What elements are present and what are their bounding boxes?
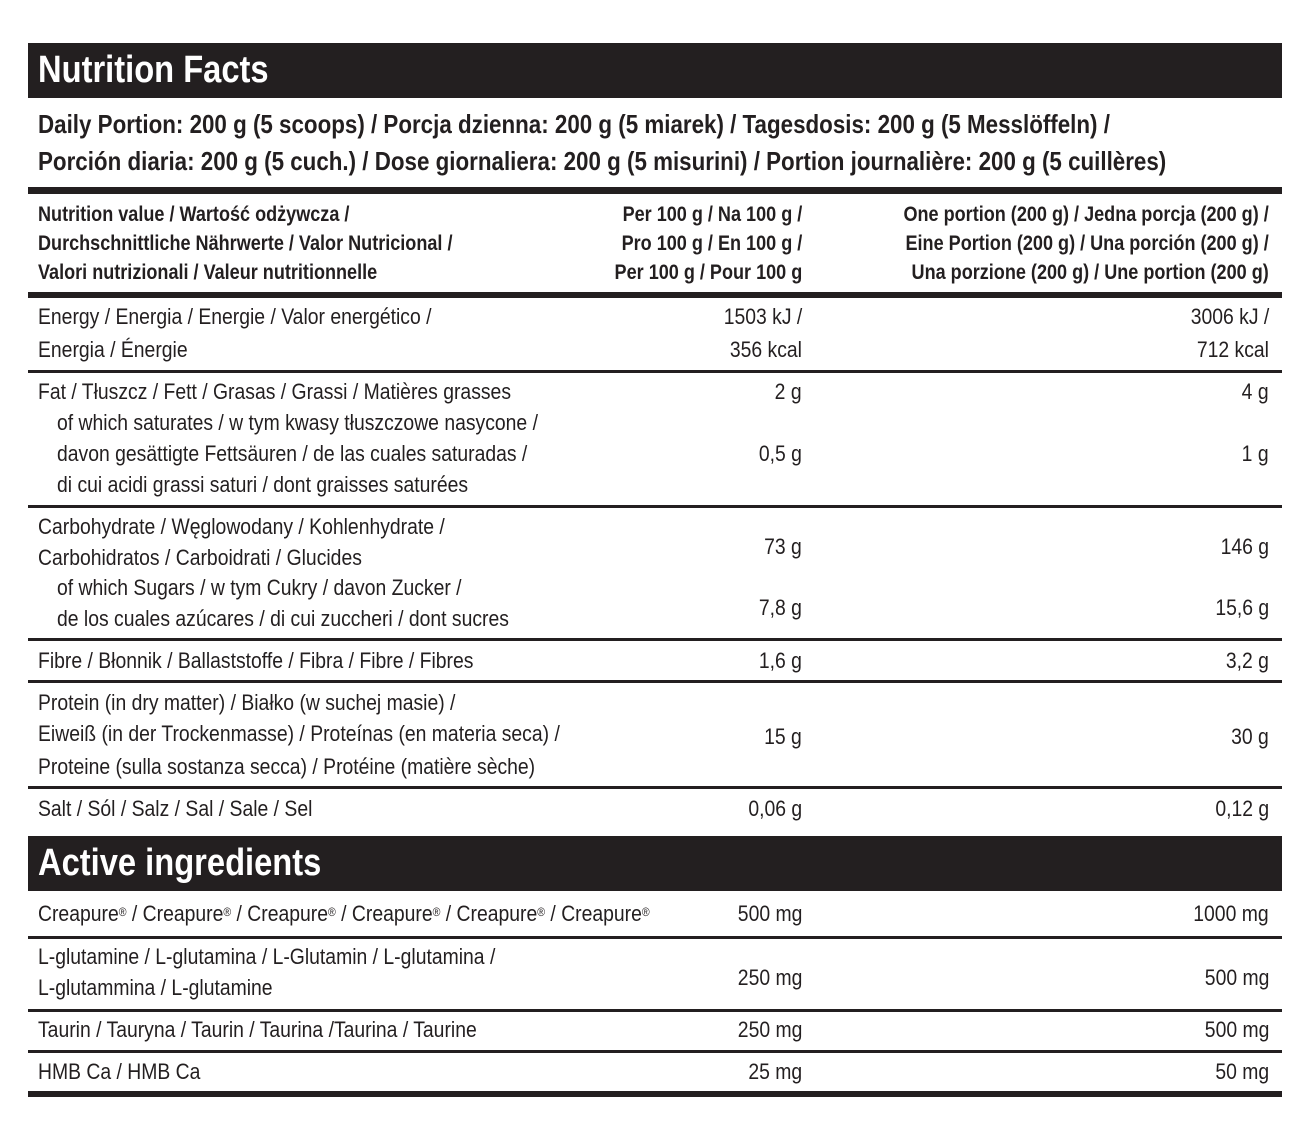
protein-per-100g: 15 g (764, 724, 802, 749)
sugars-label: de los cuales azúcares / di cui zuccheri / dont sucres (57, 606, 509, 631)
fat-label: Fat / Tłuszcz / Fett / Grasas / Grassi / Matières grasses (38, 379, 512, 404)
energy-label: Energia / Énergie (38, 337, 188, 362)
daily-portion-line-1: Daily Portion: 200 g (5 scoops) / Porcja dzienna: 200 g (5 miarek) / Tagesdosis: 200 g (5 Messlöffeln) / (38, 109, 1110, 139)
registered-mark: ® (641, 905, 650, 919)
row-divider (28, 680, 1282, 683)
column-header-one-portion (844, 200, 1269, 287)
protein-portion: 30 g (1231, 724, 1269, 749)
protein-label: Eiweiß (in der Trockenmasse) / Proteínas (en materia seca) / (38, 721, 560, 746)
creapure-name: Creapure (38, 901, 119, 926)
separator: / (335, 901, 352, 926)
creapure-name: Creapure (561, 901, 642, 926)
fibre-portion: 3,2 g (1225, 648, 1269, 673)
column-header-per-100g (584, 200, 802, 287)
header-col2-line: Per 100 g / Na 100 g / (622, 203, 802, 226)
hmb-portion: 50 mg (1215, 1059, 1269, 1084)
header-col1-line: Valori nutrizionali / Valeur nutritionnelle (38, 261, 378, 284)
sugars-portion: 15,6 g (1215, 595, 1269, 620)
creapure-label (38, 899, 650, 929)
active-ingredients-title-bar (28, 836, 1282, 891)
salt-portion: 0,12 g (1215, 796, 1269, 821)
protein-label: Protein (in dry matter) / Białko (w suchej masie) / (38, 690, 456, 715)
saturates-label: davon gesättigte Fettsäuren / de las cuales saturadas / (57, 441, 528, 466)
saturates-label: of which saturates / w tym kwasy tłuszczowe nasycone / (57, 410, 538, 435)
header-col1-line: Nutrition value / Wartość odżywcza / (38, 203, 350, 226)
saturates-portion: 1 g (1242, 441, 1269, 466)
creapure-name: Creapure (351, 901, 433, 926)
row-divider (28, 638, 1282, 641)
glutamine-label: L-glutamine / L-glutamina / L-Glutamin / L-glutamina / (38, 944, 496, 969)
glutamine-portion: 500 mg (1204, 965, 1269, 990)
energy-per-100g-kj: 1503 kJ / (723, 304, 802, 329)
column-header-nutrition-value (38, 200, 520, 287)
separator: / (126, 901, 143, 926)
energy-per-100g-kcal: 356 kcal (729, 337, 802, 362)
creapure-name: Creapure (247, 901, 328, 926)
registered-mark: ® (537, 905, 546, 919)
energy-portion-kcal: 712 kcal (1196, 337, 1269, 362)
sugars-label: of which Sugars / w tym Cukry / davon Zucker / (57, 575, 462, 600)
saturates-per-100g: 0,5 g (758, 441, 802, 466)
registered-mark: ® (327, 905, 336, 919)
nutrition-facts-title-bar (28, 43, 1282, 98)
salt-label: Salt / Sól / Salz / Sal / Sale / Sel (38, 796, 313, 821)
row-divider (28, 505, 1282, 508)
header-col1-line: Durchschnittliche Nährwerte / Valor Nutricional / (38, 232, 453, 255)
hmb-per-100g: 25 mg (748, 1059, 802, 1084)
separator: / (440, 901, 457, 926)
hmb-label: HMB Ca / HMB Ca (38, 1059, 201, 1084)
separator: / (545, 901, 562, 926)
header-col3-line: Eine Portion (200 g) / Una porción (200 g) / (905, 232, 1269, 255)
carbohydrate-label: Carbohidratos / Carboidrati / Glucides (38, 545, 362, 570)
row-divider (28, 1050, 1282, 1053)
heavy-rule (28, 187, 1282, 194)
heavy-rule (28, 1091, 1282, 1097)
fat-portion: 4 g (1242, 379, 1269, 404)
active-ingredients-title: Active ingredients (38, 842, 322, 884)
separator: / (231, 901, 248, 926)
header-col2-line: Pro 100 g / En 100 g / (621, 232, 802, 255)
fibre-per-100g: 1,6 g (758, 648, 802, 673)
carbohydrate-per-100g: 73 g (764, 534, 802, 559)
header-col3-line: Una porzione (200 g) / Une portion (200 g) (911, 261, 1269, 284)
salt-per-100g: 0,06 g (748, 796, 802, 821)
registered-mark: ® (432, 905, 441, 919)
row-divider (28, 786, 1282, 789)
energy-label: Energy / Energia / Energie / Valor energético / (38, 304, 432, 329)
registered-mark: ® (223, 905, 232, 919)
row-divider (28, 936, 1282, 939)
glutamine-label: L-glutammina / L-glutamine (38, 975, 273, 1000)
carbohydrate-label: Carbohydrate / Węglowodany / Kohlenhydrate / (38, 514, 445, 539)
sugars-per-100g: 7,8 g (758, 595, 802, 620)
fat-per-100g: 2 g (775, 379, 802, 404)
fibre-label: Fibre / Błonnik / Ballaststoffe / Fibra / Fibre / Fibres (38, 648, 474, 673)
taurine-portion: 500 mg (1204, 1017, 1269, 1042)
creapure-name: Creapure (142, 901, 224, 926)
creapure-portion: 1000 mg (1193, 901, 1269, 926)
taurine-per-100g: 250 mg (737, 1017, 802, 1042)
glutamine-per-100g: 250 mg (737, 965, 802, 990)
heavy-rule (28, 292, 1282, 298)
creapure-per-100g: 500 mg (737, 901, 802, 926)
daily-portion-line-2: Porción diaria: 200 g (5 cuch.) / Dose giornaliera: 200 g (5 misurini) / Portion journalière: 200 g (5 cuillères) (38, 146, 1167, 176)
header-col3-line: One portion (200 g) / Jedna porcja (200 g) / (903, 203, 1269, 226)
row-divider (28, 370, 1282, 373)
creapure-name: Creapure (456, 901, 538, 926)
daily-portion (38, 106, 1310, 180)
protein-label: Proteine (sulla sostanza secca) / Protéine (matière sèche) (38, 754, 536, 779)
registered-mark: ® (118, 905, 127, 919)
energy-portion-kj: 3006 kJ / (1190, 304, 1269, 329)
row-divider (28, 1009, 1282, 1012)
header-col2-line: Per 100 g / Pour 100 g (614, 261, 802, 284)
carbohydrate-portion: 146 g (1220, 534, 1269, 559)
taurine-label: Taurin / Tauryna / Taurin / Taurina /Taurina / Taurine (38, 1017, 477, 1042)
nutrition-facts-title: Nutrition Facts (38, 49, 269, 91)
saturates-label: di cui acidi grassi saturi / dont graisses saturées (57, 472, 469, 497)
